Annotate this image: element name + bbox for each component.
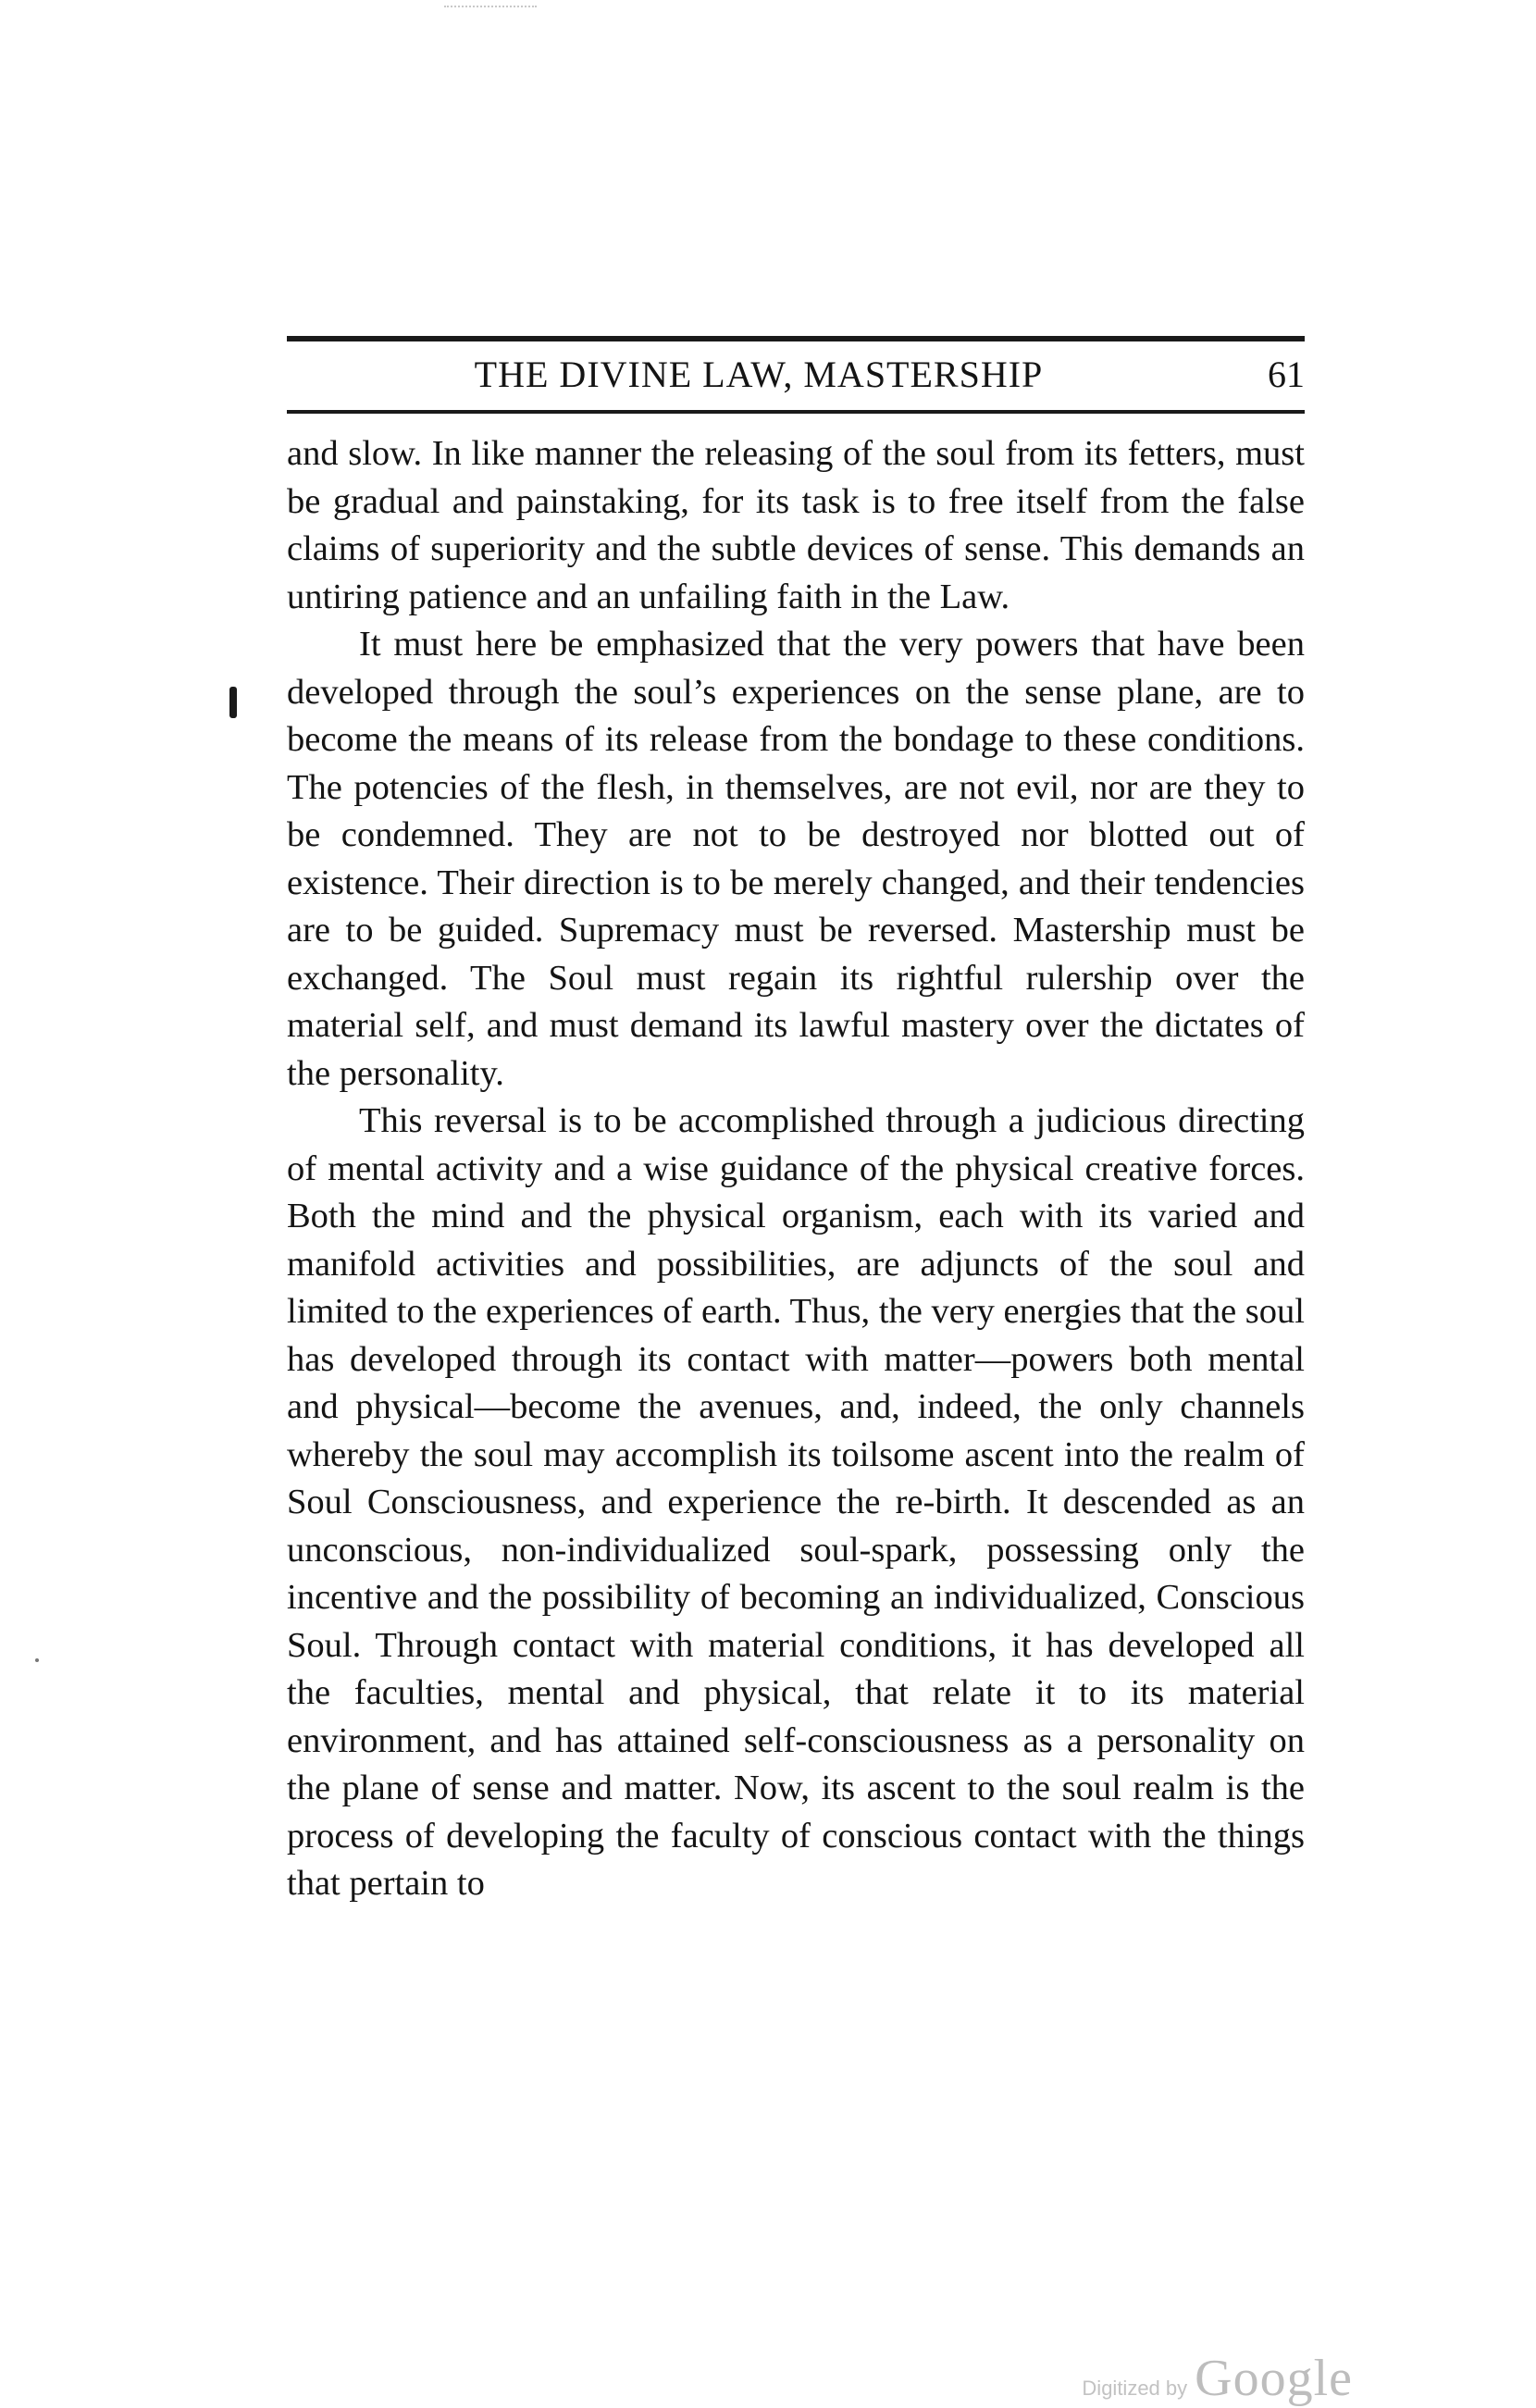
digitized-by-google-watermark — [1082, 2349, 1353, 2408]
header-rule-top — [287, 336, 1305, 341]
scan-edge-mark — [444, 6, 537, 9]
google-logo: Google — [1195, 2350, 1353, 2407]
paragraph-continuation: and slow. In like manner the releasing of the soul from its fetters, must be gradual and painstaking, for its task is to free itself from the false claims of superiority and the subtle devices of sense. This demands an untiring patience and an unfailing faith in the Law. — [287, 434, 1305, 616]
page-body — [287, 430, 1305, 1908]
running-header — [287, 352, 1305, 398]
page-number: 61 — [1268, 354, 1305, 395]
paragraph: This reversal is to be accomplished through a judicious directing of mental activity and a wise guidance of the physical creative forces. Both the mind and the physical organism, each with its varied and manifold activities and possibilities, are adjuncts of the soul and limited to the experiences of earth. Thus, the very energies that the soul has developed through its contact with matter—powers both mental and physical—become the avenues, and, indeed, the only channels whereby the soul may accomplish its toilsome ascent into the realm of Soul Consciousness, and experience the re-birth. It descended as an unconscious, non-individualized soul-spark, possessing only the incentive and the possibility of becoming an individualized, Conscious Soul. Through contact with material conditions, it has developed all the faculties, mental and physical, that relate it to its material environment, and has attained self-consciousness as a personality on the plane of sense and matter. Now, its ascent to the soul realm is the process of developing the faculty of conscious contact with the things that pertain to — [287, 1101, 1305, 1903]
header-rule-bottom — [287, 410, 1305, 414]
digitized-label: Digitized by — [1082, 2377, 1188, 2400]
scan-speck — [35, 1658, 39, 1662]
paragraph: It must here be emphasized that the very powers that have been developed through the soul’s experiences on the sense plane, are to become the means of its release from the bondage to these conditions. The potencies of the flesh, in themselves, are not evil, nor are they to be condemned. They are not to be destroyed nor blotted out of existence. Their direction is to be merely changed, and their tendencies are to be guided. Supremacy must be reversed. Mastership must be exchanged. The Soul must regain its rightful rulership over the material self, and must demand its lawful mastery over the dictates of the personality. — [287, 625, 1305, 1093]
running-title: THE DIVINE LAW, MASTERSHIP — [474, 354, 1044, 395]
margin-ink-mark — [229, 687, 237, 718]
